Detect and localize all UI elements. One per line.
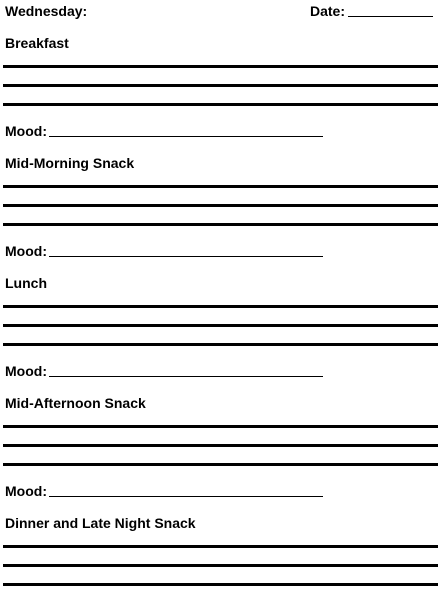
writing-line[interactable] — [3, 65, 438, 68]
writing-line[interactable] — [3, 103, 438, 106]
writing-line[interactable] — [3, 545, 438, 548]
mood-blank-line[interactable] — [49, 136, 323, 137]
writing-line[interactable] — [3, 185, 438, 188]
meal-heading-mid-morning-snack: Mid-Morning Snack — [5, 155, 135, 171]
mood-blank-line[interactable] — [49, 376, 323, 377]
writing-line[interactable] — [3, 564, 438, 567]
meal-heading-lunch: Lunch — [5, 275, 47, 291]
writing-line[interactable] — [3, 223, 438, 226]
mood-blank-line[interactable] — [49, 496, 323, 497]
writing-line[interactable] — [3, 463, 438, 466]
writing-line[interactable] — [3, 204, 438, 207]
writing-line[interactable] — [3, 305, 438, 308]
writing-line[interactable] — [3, 425, 438, 428]
mood-label: Mood: — [5, 123, 47, 139]
writing-line[interactable] — [3, 583, 438, 586]
mood-label: Mood: — [5, 363, 47, 379]
writing-line[interactable] — [3, 444, 438, 447]
mood-label: Mood: — [5, 483, 47, 499]
date-label: Date: — [310, 3, 346, 19]
writing-line[interactable] — [3, 324, 438, 327]
meal-heading-dinner-late-night-snack: Dinner and Late Night Snack — [5, 515, 196, 531]
meal-heading-breakfast: Breakfast — [5, 35, 69, 51]
meal-heading-mid-afternoon-snack: Mid-Afternoon Snack — [5, 395, 146, 411]
writing-line[interactable] — [3, 84, 438, 87]
writing-line[interactable] — [3, 343, 438, 346]
mood-blank-line[interactable] — [49, 256, 323, 257]
mood-label: Mood: — [5, 243, 47, 259]
date-blank-line[interactable] — [348, 16, 433, 17]
day-label: Wednesday: — [5, 3, 88, 19]
